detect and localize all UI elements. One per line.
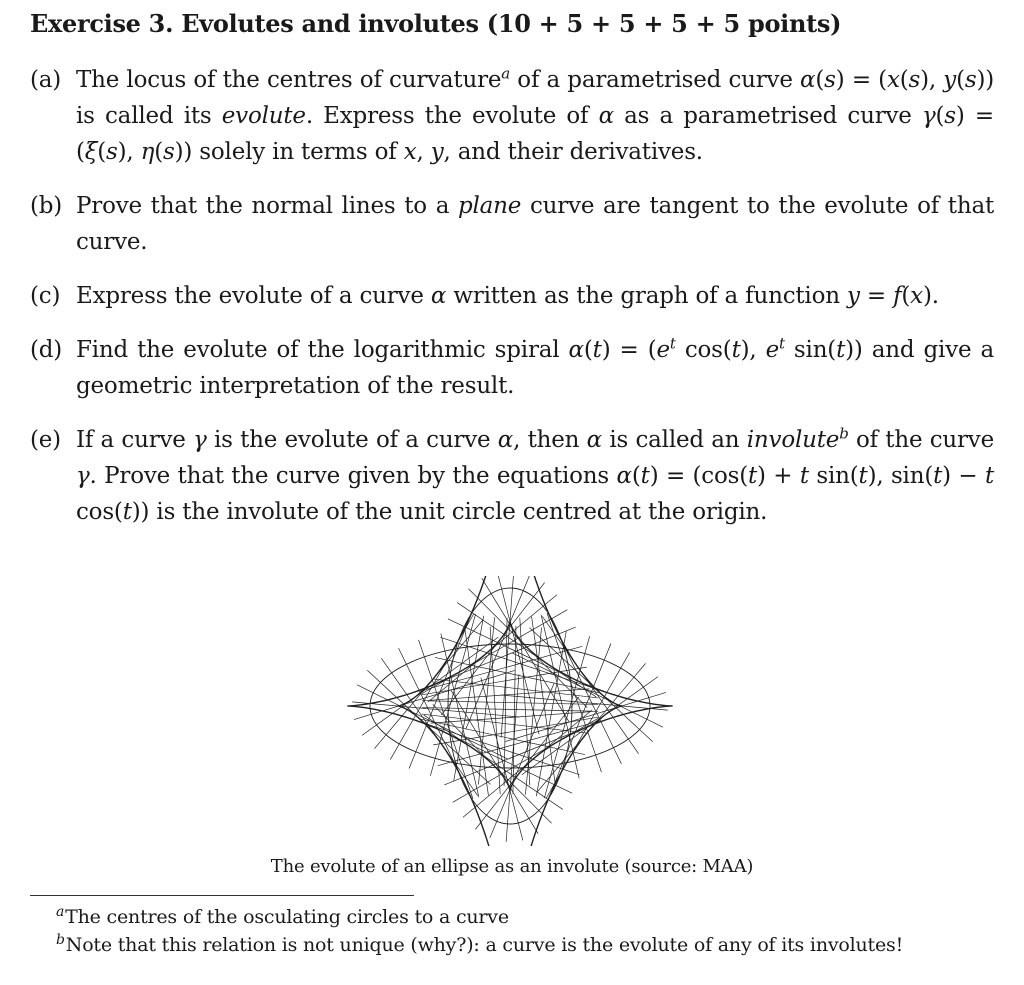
part-d — [30, 332, 994, 404]
ellipse-curve — [370, 644, 650, 768]
part-a — [30, 62, 994, 170]
normal-line-wide — [504, 618, 507, 786]
footnotes — [56, 903, 996, 959]
part-b — [30, 188, 994, 260]
exercise-page — [30, 8, 994, 548]
exercise-title: Exercise 3. Evolutes and involutes (10 + 5 + 5 + 5 + 5 points) — [30, 9, 842, 38]
footnote-b-mark: b — [56, 931, 65, 948]
part-b-text: Prove that the normal lines to a plane curve are tangent to the evolute of that curve. — [76, 193, 994, 255]
evolute-ellipse-diagram — [340, 576, 680, 846]
normal-line-tall — [438, 721, 600, 766]
normal-line-tall — [466, 576, 530, 729]
part-a-label: (a) — [30, 67, 62, 93]
figure-caption: The evolute of an ellipse as an involute (source: MAA) — [270, 856, 754, 877]
footnote-a — [56, 903, 996, 931]
normal-line-tall — [420, 646, 582, 691]
normal-line-tall — [490, 683, 554, 838]
part-e — [30, 422, 994, 530]
footnote-a-mark: a — [56, 903, 65, 920]
exercise-parts-list — [30, 62, 994, 530]
part-e-label: (e) — [30, 427, 61, 453]
part-c — [30, 278, 994, 314]
footnote-a-text: The centres of the osculating circles to a curve — [65, 906, 509, 928]
footnote-rule — [30, 895, 414, 896]
part-d-text: Find the evolute of the logarithmic spiral $\alpha(t) = (e^t$ cos(t), $e^t$ sin(t)) and give a geometric interpretation of the result. — [76, 334, 995, 399]
part-c-text: Express the evolute of a curve α written as the graph of a function y = f(x). — [76, 283, 939, 309]
normal-line-wide — [441, 634, 479, 798]
part-d-label: (d) — [30, 337, 63, 363]
normal-line-wide — [513, 626, 516, 794]
evolute-figure — [340, 576, 680, 846]
part-e-text: If a curve γ is the evolute of a curve α, then α is called an involute$^b$ of the curve γ. Prove that the curve given by the equations α(t) = (cos(t) + t sin(t), sin(t) − t cos(t)) is the involute of the unit circle centred at the origin. — [76, 424, 995, 525]
footnote-b — [56, 931, 996, 959]
part-a-text: The locus of the centres of curvature$^a$ of a parametrised curve α(s) = (x(s), y(s)) is called its evolute. Express the evolute of α as a parametrised curve γ(s) = (ξ(s), η(s)) solely in terms of x, y, and their derivatives. — [76, 64, 994, 165]
normal-line-wide — [541, 615, 579, 779]
part-b-label: (b) — [30, 193, 63, 219]
footnote-b-text: Note that this relation is not unique (why?): a curve is the evolute of any of its involutes! — [65, 934, 904, 956]
part-c-label: (c) — [30, 283, 61, 309]
